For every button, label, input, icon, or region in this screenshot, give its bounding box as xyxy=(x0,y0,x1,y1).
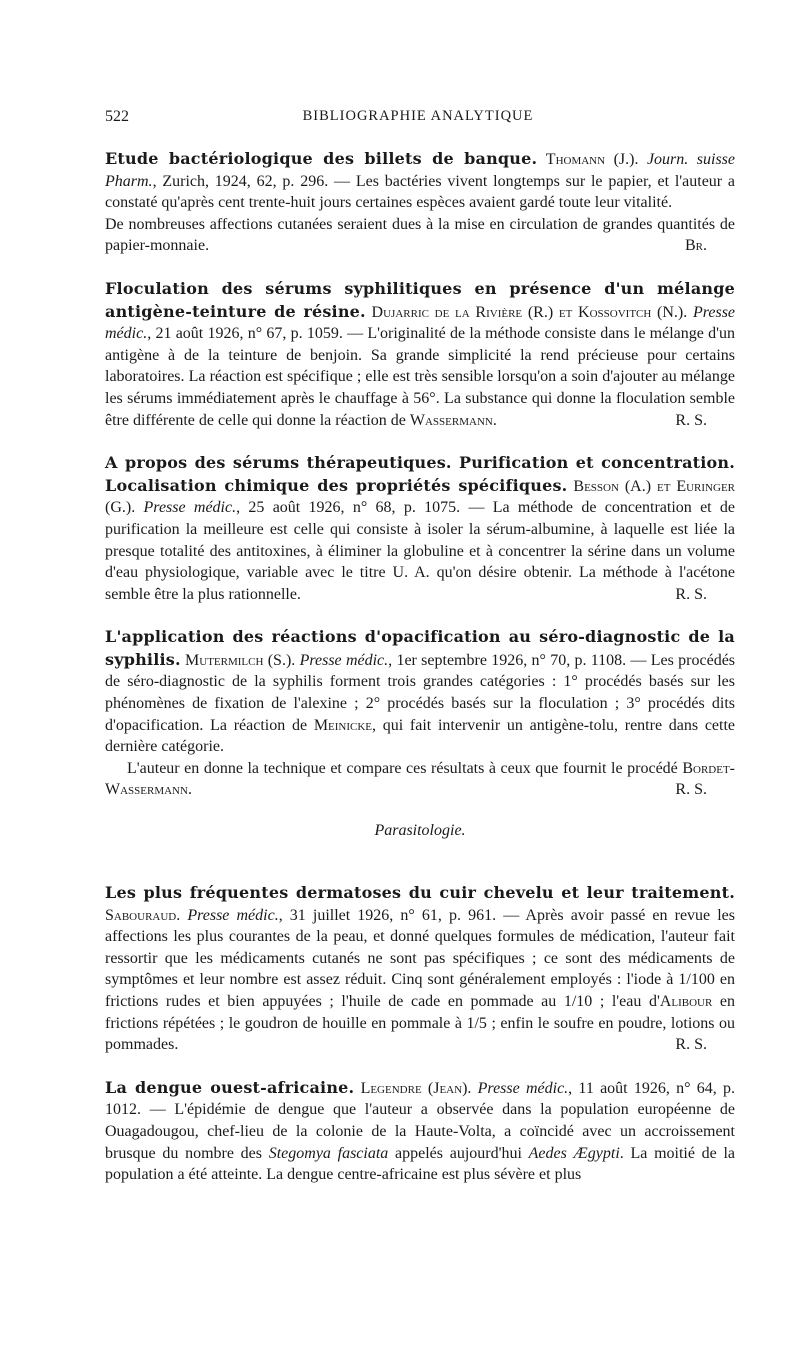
entry-body: — Les procédés de séro-diagnostic de la syphilis forment trois grandes catégories : 1° procédés basés sur les phénomènes de fixation de l'alexine ; 2° procédés basés sur la floculation ; 3° procédés dits d'opacification. La réaction de xyxy=(105,651,736,734)
entry-signature: R. S. xyxy=(675,1036,707,1054)
bibliography-entry xyxy=(105,882,735,1056)
entry-body-continued: De nombreuses affections cutanées seraient dues à la mise en circulation de grandes quantités de papier-monnaie. xyxy=(105,215,735,255)
entry-reference: , 1er septembre 1926, n° 70, p. 1108. xyxy=(388,651,627,669)
entry-body-name: Meinicke xyxy=(313,716,373,734)
entry-body: — L'épidémie de dengue que l'auteur a observée dans la population européenne de Ouagadougou, chef-lieu de la colonie de la Haute-Volta, a coïncidé avec un accroissement brusque du nombre des xyxy=(105,1101,735,1162)
entry-signature: R. S. xyxy=(675,585,707,603)
entry-body-name: Wassermann. xyxy=(409,411,497,429)
entry-title: L'application des réactions d'opacification au séro-diagnostic de la syphilis. xyxy=(105,627,735,669)
entry-title: Floculation des sérums syphilitiques en présence d'un mélange antigène-teinture de résine. xyxy=(105,278,735,321)
entry-source: Presse médic. xyxy=(143,499,237,517)
entry-author: Besson (A.) et Euringer (G.). xyxy=(105,477,736,517)
entry-source: Presse médic. xyxy=(299,651,389,669)
section-title: Parasitologie. xyxy=(374,822,466,840)
entry-reference: , 31 juillet 1926, n° 61, p. 961. xyxy=(278,906,497,924)
entry-body-after: , qui fait intervenir un antigène-tolu, rentre dans cette dernière catégorie. xyxy=(105,716,736,756)
entry-title: Etude bactériologique des billets de banque. xyxy=(105,149,538,168)
entry-body-after: . La moitié de la population a été atteinte. La dengue centre-africaine est plus sévère et plus xyxy=(105,1144,736,1184)
entry-author: Thomann (J.). xyxy=(545,151,639,168)
entry-source: Presse médic. xyxy=(187,906,279,924)
entry-signature: Br. xyxy=(684,237,707,255)
entry-signature: R. S. xyxy=(675,411,707,429)
entry-title: La dengue ouest-africaine. xyxy=(105,1077,355,1097)
entry-title: Les plus fréquentes dermatoses du cuir chevelu et leur traitement. xyxy=(105,883,735,903)
entry-body-after: en frictions répétées ; le goudron de houille en pommale à 1/5 ; enfin le soufre en poudre, lotions ou pommades. xyxy=(105,993,735,1054)
entry-reference: , 11 août 1926, n° 64, p. 1012. xyxy=(105,1079,736,1119)
entry-body: — Après avoir passé en revue les affections les plus courantes de la peau, et donné quelques formules de médication, l'auteur fait ressortir que les médicaments cutanés ne sont pas spécifiques ; ce sont des médicaments de symptômes et leur nombre est assez réduit. Cinq sont généralement employés : l'iode à 1/100 en frictions rudes et bien appuyées ; l'huile de cade en pommade au 1/10 ; l'eau d' xyxy=(105,906,736,1010)
entry-source: Journ. suisse Pharm. xyxy=(105,151,736,190)
entry-signature: R. S. xyxy=(675,781,707,799)
page-header xyxy=(105,108,735,126)
entry-body-continued: L'auteur en donne la technique et compare ces résultats à ceux que fournit le procédé xyxy=(127,759,678,777)
entry-author: Legendre (Jean). xyxy=(360,1079,472,1097)
entry-body: — L'originalité de la méthode consiste dans le mélange d'un antigène à de la teinture de benjoin. Sa grande simplicité la rend précieuse pour certains laboratoires. La réaction est spécifique ; elle est très sensible lorsqu'on a soin d'ajouter au mélange les sérums immédiatement après le chauffage à 56°. La substance qui donne la floculation semble être différente de celle qui donne la réaction de xyxy=(105,325,735,429)
entry-author: Dujarric de la Rivière (R.) et Kossovitch (N.). xyxy=(371,303,688,321)
entry-author: Mutermilch (S.). xyxy=(185,651,296,669)
entry-body: — Les bactéries vivent longtemps sur le papier, et l'auteur a constaté qu'après cent trente-huit jours certaines espèces avaient gardé toute leur vitalité. xyxy=(105,172,736,212)
running-title: BIBLIOGRAPHIE ANALYTIQUE xyxy=(302,108,534,124)
entry-body: — La méthode de concentration et de purification la meilleure est celle qui consiste à isoler la sérum-albumine, à laquelle est liée la presque totalité des antitoxines, à éliminer la globuline et à concentrer la sérine dans un volume d'eau physiologique, variable avec le titre U. A. qu'on désire obtenir. La méthode à l'acétone semble être la plus rationnelle. xyxy=(105,499,736,603)
entry-reference: , 21 août 1926, n° 67, p. 1059. xyxy=(147,325,343,343)
document-page xyxy=(105,108,735,1207)
entry-source: Presse médic. xyxy=(477,1079,569,1097)
entry-author: Sabouraud. xyxy=(105,906,181,924)
species-name: Stegomya fasciata xyxy=(268,1144,389,1162)
bibliography-entry xyxy=(105,1077,735,1186)
bibliography-entry xyxy=(105,278,735,431)
entry-source: Presse médic. xyxy=(105,303,736,343)
entry-body-name: Alibour xyxy=(659,993,713,1010)
entry-reference: , 25 août 1926, n° 68, p. 1075. xyxy=(236,499,461,517)
entry-body-mid: appelés aujourd'hui xyxy=(388,1144,529,1162)
species-name: Aedes Ægypti xyxy=(528,1144,620,1162)
bibliography-entry xyxy=(105,148,735,257)
bibliography-entry xyxy=(105,452,735,605)
entry-title: A propos des sérums thérapeutiques. Purification et concentration. Localisation chimique des propriétés spécifiques. xyxy=(105,453,735,495)
bibliography-entry xyxy=(105,626,735,801)
entry-body-name: Bordet-Wassermann. xyxy=(105,759,736,799)
page-number: 522 xyxy=(105,108,129,125)
entry-reference: , Zurich, 1924, 62, p. 296. xyxy=(152,172,329,190)
